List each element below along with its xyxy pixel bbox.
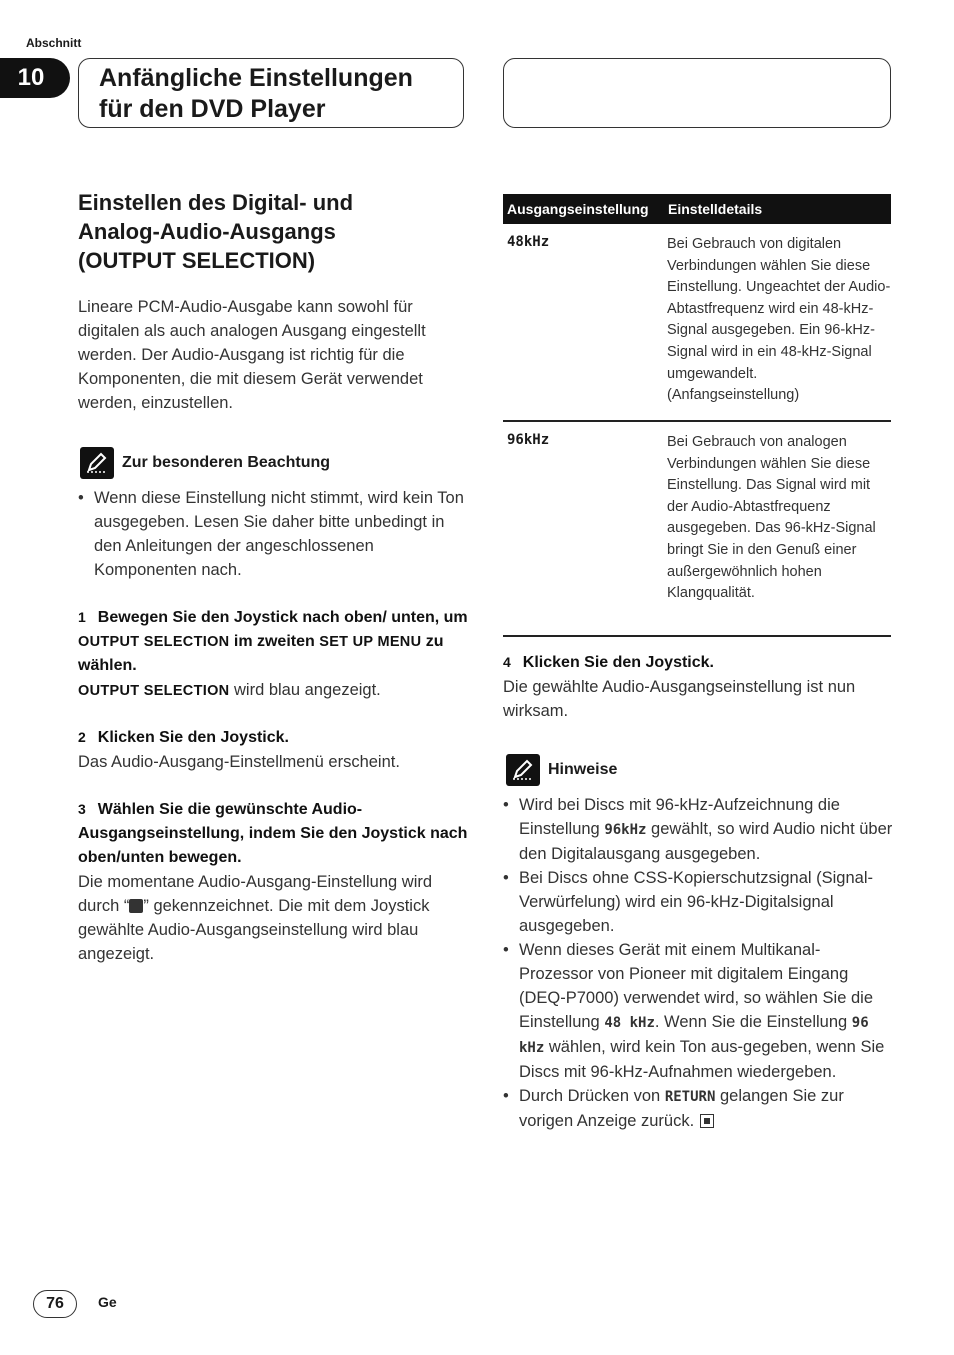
header-empty-box [503,58,891,128]
step-1-number: 1 [78,609,86,625]
table-row: 96kHz Bei Gebrauch von analogen Verbindungen wählen Sie diese Einstellung. Das Signal wird mit der Audio-Abtastfrequenz ausgegeben. Das 96-kHz-Signal bringt Sie in den Genuß einer außergewöhnlich hohen Klangqualität. [503,422,891,637]
end-mark-icon [700,1114,714,1128]
section-heading [78,188,468,275]
step-1: 1 Bewegen Sie den Joystick nach oben/ unten, um OUTPUT SELECTION im zweiten SET UP MENU zu wählen. OUTPUT SELECTION wird blau angezeigt. [78,609,468,699]
page-number: 76 [33,1290,77,1318]
output-settings-table [503,194,891,637]
step-3: 3 Wählen Sie die gewünschte Audio-Ausgangseinstellung, indem Sie den Joystick nach oben/unten bewegen. Die momentane Audio-Ausgang-Einstellung wird durch “ ” gekennzeichnet. Die mit dem Joystick gewählte Audio-Ausgangseinstellung wird blau angezeigt. [78,801,468,963]
section-label: Abschnitt [26,36,82,50]
step-2: 2 Klicken Sie den Joystick. Das Audio-Ausgang-Einstellmenü erscheint. [78,729,400,771]
chapter-title [78,58,464,128]
chapter-number: 10 [0,58,70,98]
notes-list [503,793,893,1133]
step-4: 4 Klicken Sie den Joystick. Die gewählte Audio-Ausgangseinstellung ist nun wirksam. [503,654,856,720]
list-item: • Wird bei Discs mit 96-kHz-Aufzeichnung die Einstellung 96kHz gewählt, so wird Audio nicht über den Digitalausgang ausgegeben. [503,793,893,866]
language-code: Ge [98,1294,117,1310]
pencil-icon [506,754,540,786]
note-header [80,447,330,479]
notes-title: Hinweise [548,761,618,778]
pencil-icon [80,447,114,479]
current-setting-icon [129,899,143,913]
note-bullet: • Wenn diese Einstellung nicht stimmt, wird kein Ton ausgegeben. Lesen Sie daher bitte unbedingt in den Anleitungen der angeschlossenen Komponenten nach. [78,486,474,582]
list-item: • Bei Discs ohne CSS-Kopierschutzsignal (Signal-Verwürfelung) wird ein 96-kHz-Digitalsignal ausgegeben. [503,866,893,938]
list-item: • Wenn dieses Gerät mit einem Multikanal-Prozessor von Pioneer mit digitalem Eingang (DEQ-P7000) verwendet wird, so wählen Sie die Einstellung 48 kHz. Wenn Sie die Einstellung 96 kHz wählen, wird kein Ton aus-gegeben, wenn Sie Discs mit 96-kHz-Aufnahmen wiedergeben. [503,938,893,1084]
heading-line3: (OUTPUT SELECTION) [78,248,316,273]
table-row: 48kHz Bei Gebrauch von digitalen Verbindungen wählen Sie diese Einstellung. Ungeachtet der Audio-Abtastfrequenz wird ein 48-kHz-Signal ausgegeben. Ein 96-kHz-Signal wird in ein 48-kHz-Signal umgewandelt. (Anfangseinstellung) [503,224,891,422]
heading-line2: Analog-Audio-Ausgangs [78,219,336,244]
table-header [503,194,891,224]
note-title: Zur besonderen Beachtung [122,454,331,471]
col-header-setting: Ausgangseinstellung [507,201,649,217]
heading-line1: Einstellen des Digital- und [78,190,354,215]
list-item: • Durch Drücken von RETURN gelangen Sie zur vorigen Anzeige zurück. [503,1084,893,1133]
notes-header [506,754,617,786]
col-header-details: Einstelldetails [668,201,763,217]
chapter-title-line2: für den DVD Player [99,95,326,123]
chapter-title-line1: Anfängliche Einstellungen [99,64,413,92]
intro-paragraph: Lineare PCM-Audio-Ausgabe kann sowohl für digitalen als auch analogen Ausgang eingestellt werden. Der Audio-Ausgang ist richtig für die Komponenten, die mit diesem Gerät verwendet werden, einzustellen. [78,298,426,412]
